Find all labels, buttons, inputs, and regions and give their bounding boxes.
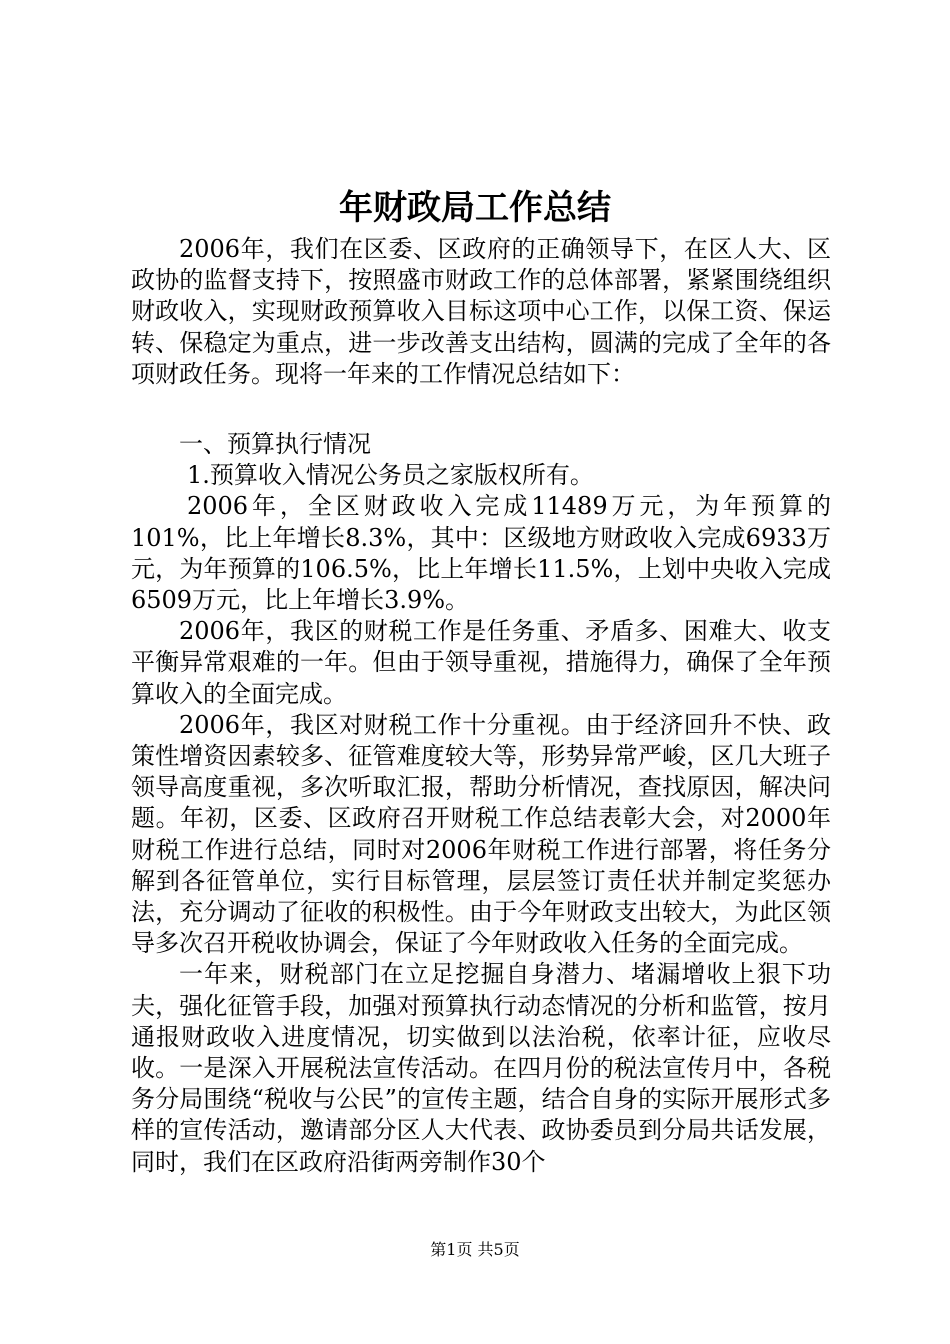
document-body [131,234,831,1178]
body-paragraph: 2006年，我区对财税工作十分重视。由于经济回升不快、政策性增资因素较多、征管难度较大等，形势异常严峻，区几大班子领导高度重视，多次听取汇报，帮助分析情况，查找原因，解决问题。年初，区委、区政府召开财税工作总结表彰大会，对2000年财税工作进行总结，同时对2006年财税工作进行部署，将任务分解到各征管单位，实行目标管理，层层签订责任状并制定奖惩办法，充分调动了征收的积极性。由于今年财政支出较大，为此区领导多次召开税收协调会，保证了今年财政收入任务的全面完成。 [131,710,831,958]
body-paragraph: 一年来，财税部门在立足挖掘自身潜力、堵漏增收上狠下功夫，强化征管手段，加强对预算执行动态情况的分析和监管，按月通报财政收入进度情况，切实做到以法治税，依率计征，应收尽收。一是深入开展税法宣传活动。在四月份的税法宣传月中，各税务分局围绕“税收与公民”的宣传主题，结合自身的实际开展形式多样的宣传活动，邀请部分区人大代表、政协委员到分局共话发展，同时，我们在区政府沿街两旁制作30个 [131,960,831,1176]
body-paragraph: 2006年，我区的财税工作是任务重、矛盾多、困难大、收支平衡异常艰难的一年。但由于领导重视，措施得力，确保了全年预算收入的全面完成。 [131,617,831,708]
page-footer: 第1页 共5页 [430,1240,520,1259]
section-heading-budget-execution: 一、预算执行情况 [179,430,371,459]
subsection-heading-budget-revenue: 1.预算收入情况公务员之家版权所有。 [187,461,594,490]
revenue-figures-paragraph: 2006年，全区财政收入完成11489万元，为年预算的101%，比上年增长8.3%，其中：区级地方财政收入完成6933万元，为年预算的106.5%，比上年增长11.5%，上划中央收入完成6509万元，比上年增长3.9%。 [131,492,831,615]
intro-paragraph: 2006年，我们在区委、区政府的正确领导下，在区人大、区政协的监督支持下，按照盛市财政工作的总体部署，紧紧围绕组织财政收入，实现财政预算收入目标这项中心工作，以保工资、保运转、保稳定为重点，进一步改善支出结构，圆满的完成了全年的各项财政任务。现将一年来的工作情况总结如下： [131,235,831,388]
document-title: 年财政局工作总结 [339,188,611,228]
